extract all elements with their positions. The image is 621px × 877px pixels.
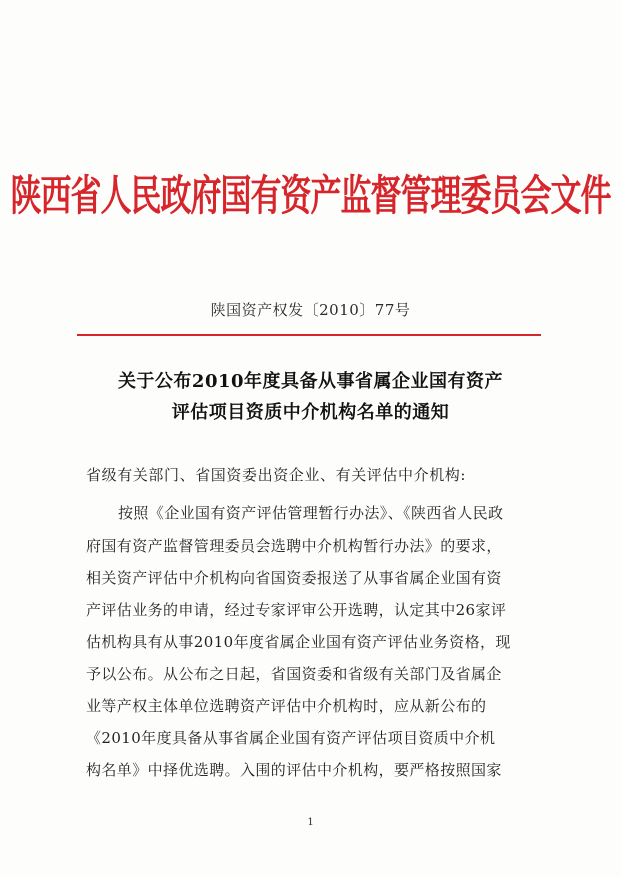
notice-title-line-1: 关于公布2010年度具备从事省属企业国有资产	[117, 371, 504, 392]
notice-title-line-2: 评估项目资质中介机构名单的通知	[171, 402, 450, 423]
body-line-8: 《2010年度具备从事省属企业国有资产评估项目资质中介机	[86, 729, 496, 747]
document-number: 陕国资产权发〔2010〕77号	[210, 301, 411, 319]
page-number: 1	[307, 817, 314, 828]
body-line-4: 产评估业务的申请，经过专家评审公开选聘，认定其中26家评	[86, 601, 507, 619]
addressee-line: 省级有关部门、省国资委出资企业、有关评估中介机构:	[86, 466, 467, 484]
red-divider-line	[77, 334, 541, 336]
body-line-1: 按照《企业国有资产评估管理暂行办法》、《陕西省人民政	[118, 504, 504, 522]
body-line-9: 构名单》中择优选聘。入围的评估中介机构，要严格按照国家	[86, 761, 502, 779]
body-line-5: 估机构具有从事2010年度省属企业国有资产评估业务资格，现	[86, 633, 511, 651]
body-line-3: 相关资产评估中介机构向省国资委报送了从事省属企业国有资	[86, 569, 502, 587]
body-line-7: 业等产权主体单位选聘资产评估中介机构时，应从新公布的	[86, 697, 487, 715]
letterhead-title: 陕西省人民政府国有资产监督管理委员会文件	[10, 172, 611, 221]
body-line-2: 府国有资产监督管理委员会选聘中介机构暂行办法》的要求，	[86, 537, 502, 555]
body-line-6: 予以公布。从公布之日起，省国资委和省级有关部门及省属企	[86, 665, 502, 683]
